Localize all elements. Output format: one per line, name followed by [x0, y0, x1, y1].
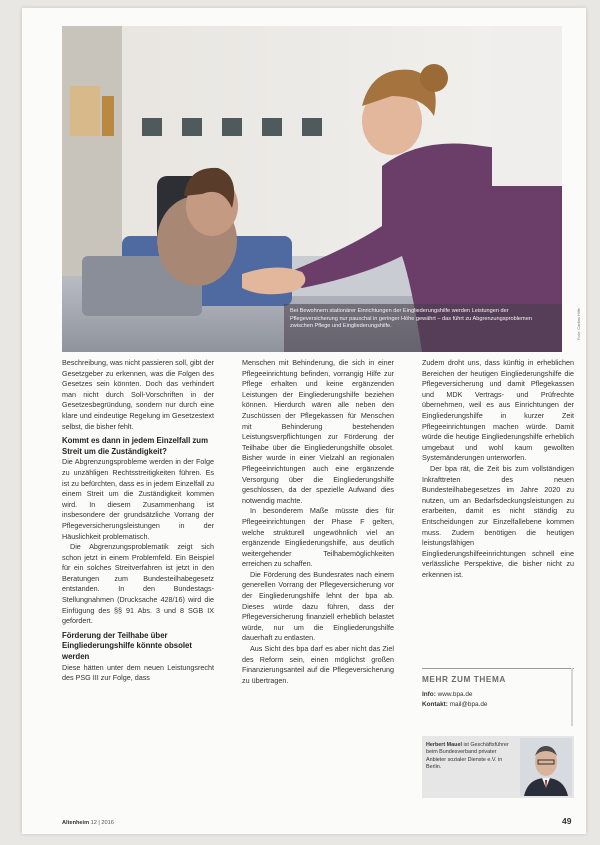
contact-line — [422, 701, 487, 708]
paragraph: In besonderem Maße müsste dies für Pflegeeinrichtungen der Phase F gelten, welche strukturell ungewöhnlich viel an ergänzende Eingliederungshilfe, aus deutlich weitergehender Teilhabemöglichkeiten erreichen zu schaffen. — [242, 506, 394, 569]
article-photo — [62, 26, 562, 352]
subheading: Kommt es dann in jedem Einzelfall zum Streit um die Zuständigkeit? — [62, 436, 209, 456]
author-description: ist Geschäftsführer beim Bundesverband privater Anbieter sozialer Dienste e.V. in Berlin. — [426, 742, 509, 771]
contact-email[interactable]: mail@bpa.de — [449, 701, 488, 708]
issue-number: 12 | 2016 — [90, 820, 114, 826]
paragraph: Die Förderung des Bundesrates nach einem generellen Vorrang der Pflegeversicherung vor der Eingliederungshilfe lehnt der bpa ab. Dieses würde dazu führen, dass der Pflegeversicherung finanziell erheblich belastet würde, nur um die Eingliederungshilfe dauerhaft zu entlasten. — [242, 569, 394, 643]
photo-credit: Foto: Caritas Hilfe — [576, 308, 581, 341]
column-1 — [62, 358, 214, 684]
box-divider — [571, 668, 573, 726]
info-link[interactable]: www.bpa.de — [437, 691, 473, 698]
author-name: Herbert Mauel — [426, 742, 462, 748]
page-number: 49 — [562, 816, 572, 826]
photo-caption: Bei Bewohnern stationärer Einrichtungen der Eingliederungshilfe werden Leistungen der Pflegeversicherung nur pauschal in geringer Höhe gewährt – das führt zu Abgrenzungsproblemen zwischen Pflege und Eingliederungshilfe. — [284, 304, 562, 352]
paragraph: Diese hätten unter dem neuen Leistungsrecht des PSG III zur Folge, dass — [62, 662, 214, 683]
more-on-topic-title: MEHR ZUM THEMA — [422, 675, 506, 684]
contact-label: Kontakt: — [422, 701, 448, 708]
more-on-topic-box — [422, 668, 574, 727]
paragraph: Menschen mit Behinderung, die sich in einer Pflegeeinrichtung befinden, vorrangig Hilfe zur Pflege erhalten und keine ergänzenden Leistungen der Eingliederungshilfe beziehen können. Hierdurch wären alle neben den Zuschüssen der Pflegekassen für Menschen mit Behinderung bestehenden Leistungsverpflichtungen zur Förderung der Teilhabe über die Eingliederungshilfe obsolet. Bisher wurde in einer Vielzahl an regionalen Pflegeeinrichtungen auch eine ergänzende Versorgung über die Eingliederungshilfe geschlossen, da der spezielle Aufwand dies notwendig machte. — [242, 358, 394, 505]
paragraph: Zudem droht uns, dass künftig in erheblichen Bereichen der heutigen Eingliederungshilfe die Pflegeversicherung und damit Pflegekassen und MDK Vertrags- und Prüfrechte übernehmen, weil es aus Einrichtungen der Eingliederungshilfe in kurzer Zeit Pflegeeinrichtungen machen würde. Damit würde die heutige Eingliederungshilfe erheblich umgebaut und wohl kaum gewollten Systemänderungen unterworfen. — [422, 358, 574, 463]
paragraph: Beschreibung, was nicht passieren soll, gibt der Gesetzgeber zu erkennen, was die Folgen des Gesetzes sein könnten. Doch das verhindert man nicht durch Soll-Vorschriften in der Gesetzesbegründung, sondern nur durch eine klare und eindeutige Regelung im Gesetzestext selbst, die bisher fehlt. — [62, 358, 214, 431]
column-3 — [422, 358, 574, 580]
journal-name: Altenheim — [62, 820, 90, 826]
paragraph: Die Abgrenzungsprobleme werden in der Folge zu unzähligen Rechtsstreitigkeiten führen. Es ist zu befürchten, dass es in jedem Einzelfall zu einem Streit um die Zuständigkeit kommen wird. In diesem Zusammenhang ist insbesondere der grundsätzliche Vorrang der Pflegeversicherungsleistungen in der Häuslichkeit problematisch. — [62, 457, 214, 541]
footer-issue — [62, 820, 114, 826]
paragraph: Der bpa rät, die Zeit bis zum vollständigen Inkrafttreten des neuen Bundesteilhabegesetzes im Jahre 2020 zu nutzen, um an Bedarfsdeckungsleistungen zu erarbeiten, damit es nicht ständig zu Entscheidungen zur Einzelfallebene kommen muss. Zudem benötigen die heutigen leistungsfähigen Eingliederungshilfeeinrichtungen schnell eine verlässliche Perspektive, die bisher nicht zu erkennen ist. — [422, 463, 574, 579]
paragraph: Die Abgrenzungsproblematik zeigt sich schon jetzt in einem Problemfeld. Ein Beispiel für ein solches Streitverfahren ist jetzt in den Beratungen zum Bundesteilhabegesetz entstanden. In den Bundestags-Stellungnahmen (Drucksache 428/16) wird die Einfügung des §§ 91 Abs. 3 und 8 SGB IX gefordert. — [62, 542, 214, 626]
magazine-page — [22, 8, 586, 834]
author-portrait — [520, 738, 572, 796]
author-box — [422, 736, 574, 798]
info-line — [422, 691, 472, 698]
paragraph: Aus Sicht des bpa darf es aber nicht das Ziel des Reform sein, einen möglichst großen Finanzierungsanteil auf die Pflegeversicherung zu übertragen. — [242, 644, 394, 685]
author-bio — [426, 742, 512, 772]
subheading: Förderung der Teilhabe über Eingliederungshilfe könnte obsolet werden — [62, 630, 192, 662]
info-label: Info: — [422, 691, 436, 698]
column-2 — [242, 358, 394, 686]
